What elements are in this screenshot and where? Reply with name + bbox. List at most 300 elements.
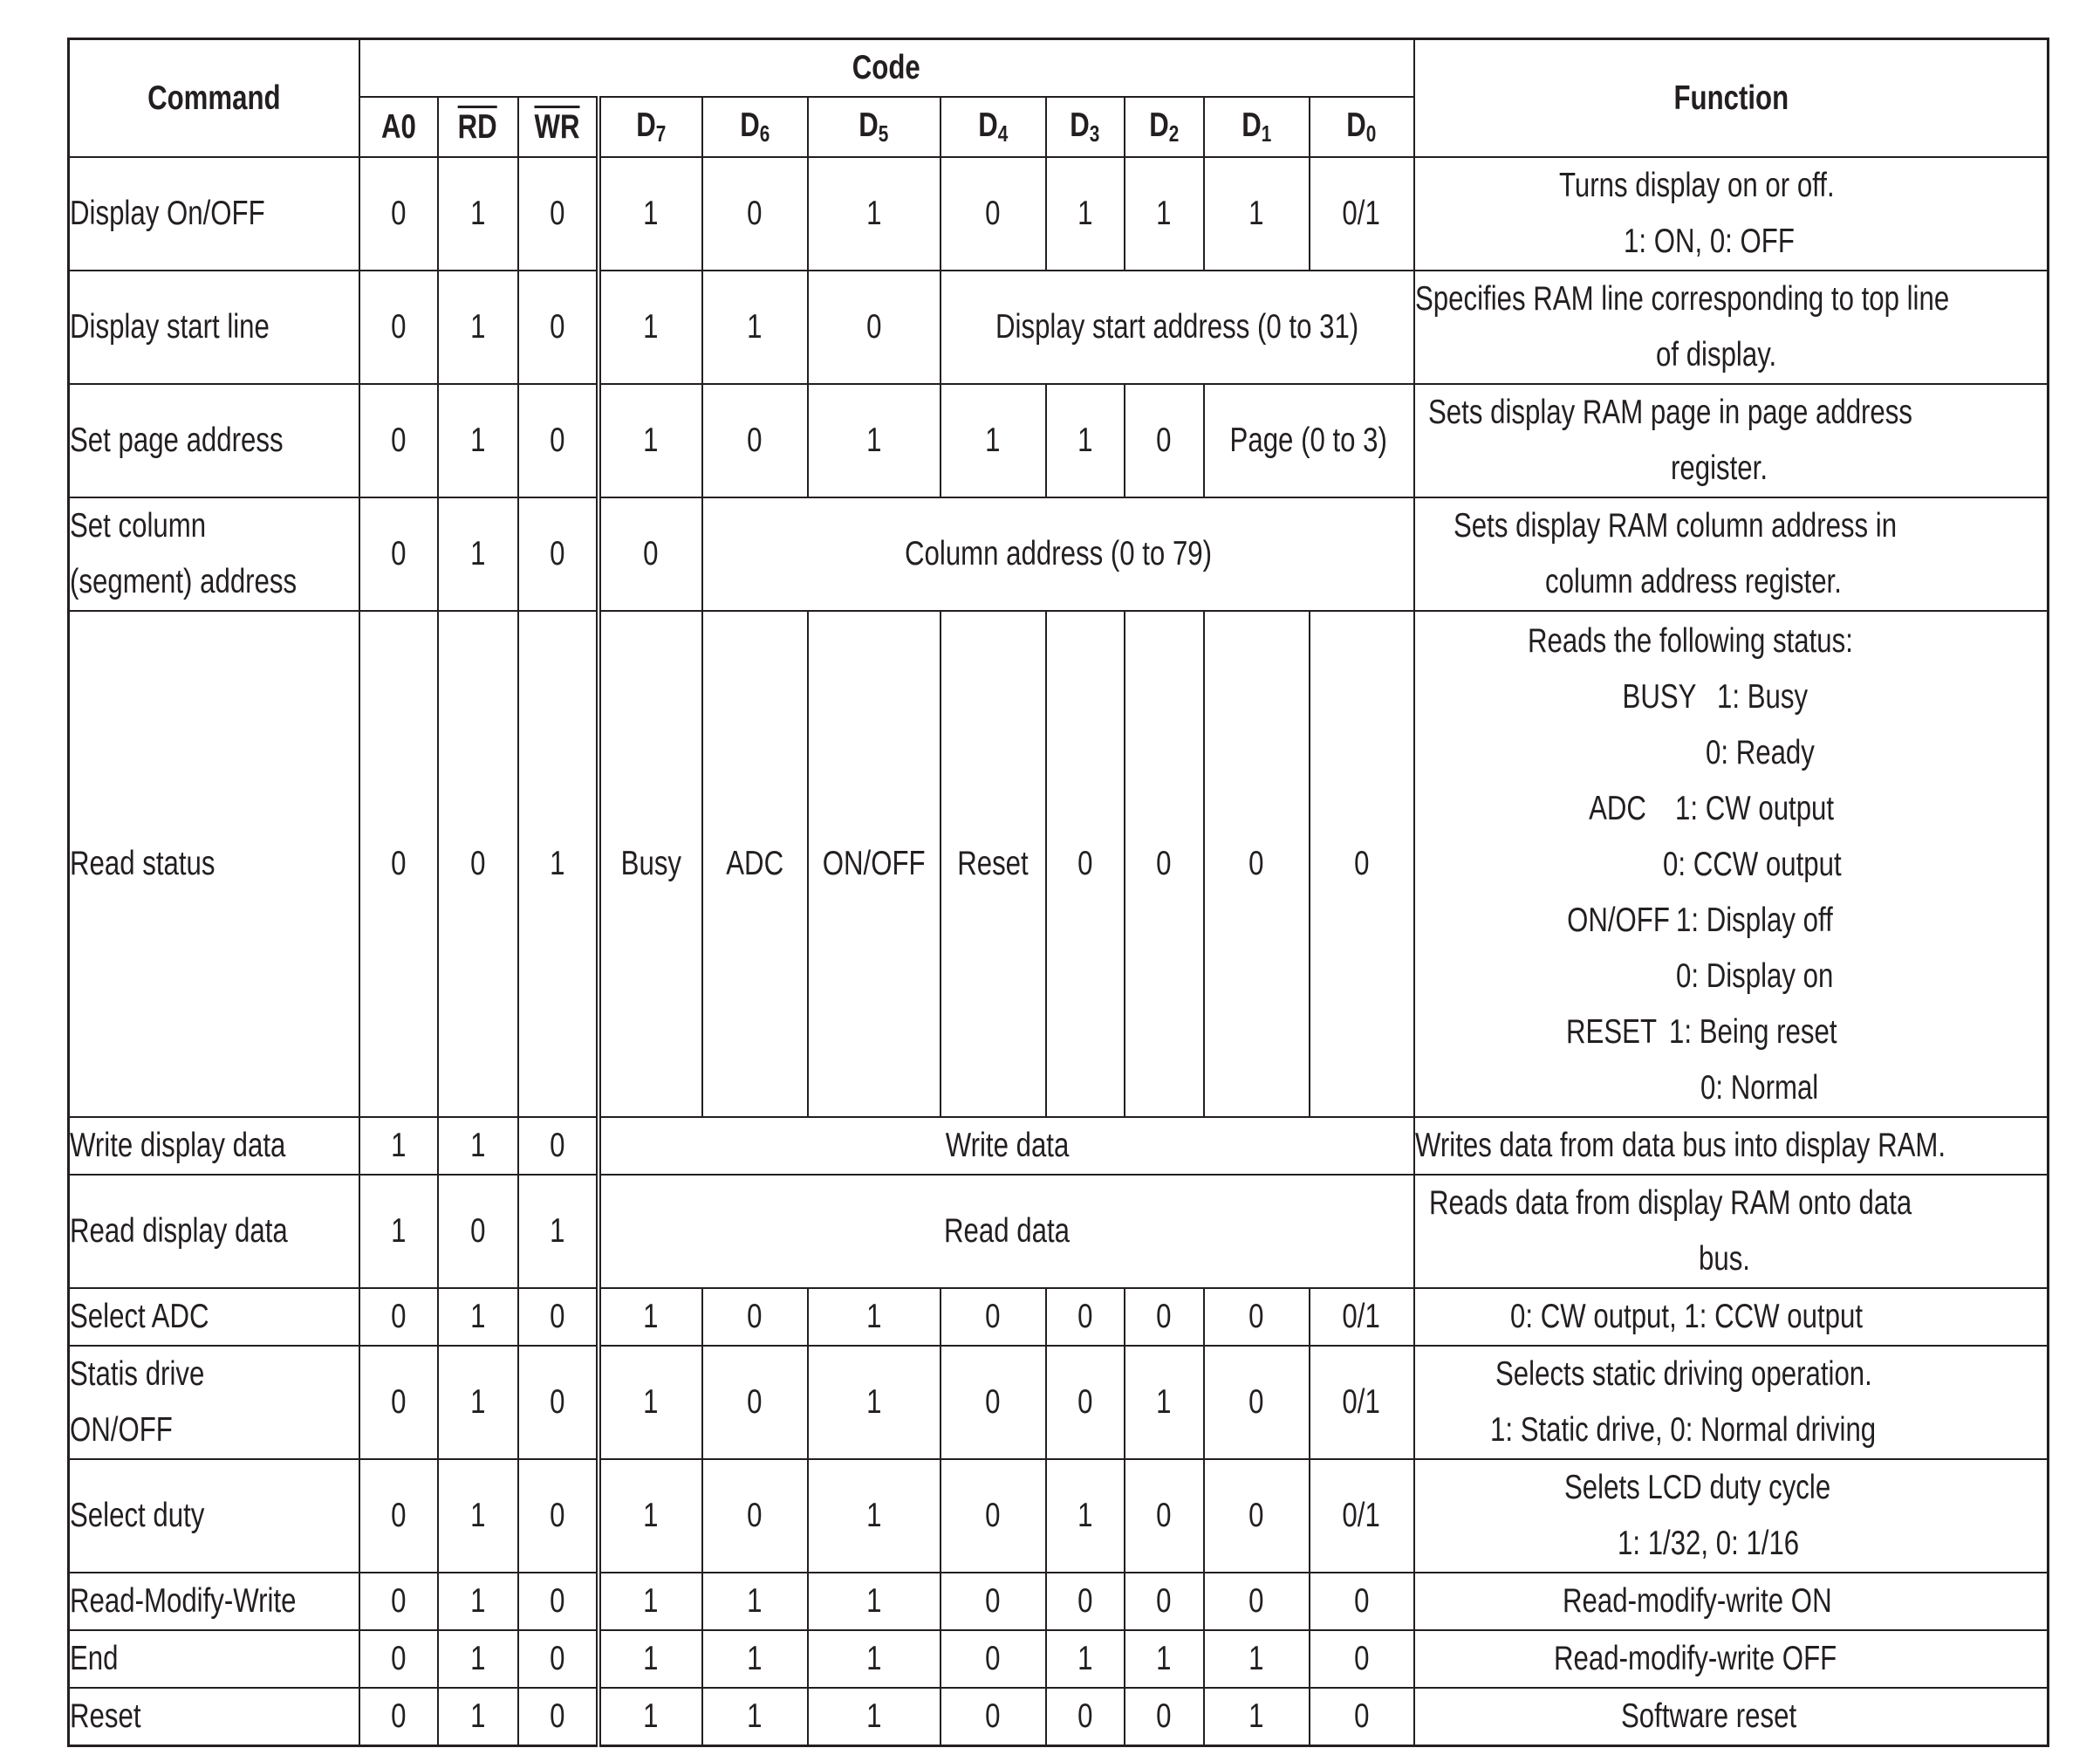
table-row bbox=[69, 1117, 2049, 1175]
header-label-text: D bbox=[635, 106, 656, 144]
bit-cell-d7 bbox=[599, 497, 702, 611]
rd-cell bbox=[438, 157, 518, 271]
rd-cell bbox=[438, 611, 518, 1117]
command-text: Statis drive bbox=[70, 1355, 205, 1393]
command-text: Reset bbox=[70, 1697, 141, 1735]
function-text: 0: CW output, 1: CCW output bbox=[1510, 1298, 1864, 1335]
bit-value: 1 bbox=[643, 1383, 659, 1421]
bit-value: 1 bbox=[865, 1640, 882, 1677]
bit-value: 0 bbox=[1248, 1497, 1264, 1534]
bit-value: 0 bbox=[985, 1640, 1001, 1677]
status-value: 1: Busy bbox=[1717, 678, 1809, 716]
bit-value: Reset bbox=[957, 845, 1029, 882]
bit-value: 0 bbox=[1156, 845, 1172, 882]
bit-value: 1 bbox=[643, 1497, 659, 1534]
status-key: RESET bbox=[1566, 1013, 1658, 1051]
command-line bbox=[70, 836, 359, 892]
bit-value: 0 bbox=[549, 1298, 565, 1335]
function-line bbox=[1415, 1460, 2048, 1516]
header-label bbox=[636, 98, 666, 156]
bit-value: 1 bbox=[1077, 1497, 1093, 1534]
function-text: Reads the following status: bbox=[1527, 622, 1853, 660]
bit-cell-d3 bbox=[1046, 1346, 1125, 1459]
command-line bbox=[70, 1631, 359, 1687]
function-cell bbox=[1414, 497, 2049, 611]
a0-cell bbox=[359, 1459, 438, 1573]
bit-cell-d3 bbox=[1046, 1288, 1125, 1346]
function-text: 1: ON, 0: OFF bbox=[1624, 223, 1796, 260]
wr-cell bbox=[518, 611, 599, 1117]
bit-value: 1 bbox=[985, 422, 1001, 459]
function-line bbox=[1415, 498, 2048, 554]
status-line bbox=[1415, 1004, 2048, 1060]
bit-cell-d5 bbox=[808, 1688, 941, 1746]
bit-cell-d7 bbox=[599, 611, 702, 1117]
function-text: Selets LCD duty cycle bbox=[1564, 1469, 1831, 1506]
table-row bbox=[69, 384, 2049, 497]
header-label bbox=[1149, 98, 1179, 156]
table-row bbox=[69, 1630, 2049, 1688]
bit-cell-d7 bbox=[599, 157, 702, 271]
rd-cell bbox=[438, 1288, 518, 1346]
a0-cell bbox=[359, 157, 438, 271]
command-line bbox=[70, 1402, 359, 1458]
function-cell bbox=[1414, 271, 2049, 384]
header-label-text: A0 bbox=[380, 107, 416, 146]
header-label bbox=[458, 99, 497, 155]
rd-cell bbox=[438, 1175, 518, 1288]
status-entry bbox=[1602, 669, 1808, 725]
bit-cell-d2 bbox=[1125, 1459, 1204, 1573]
bit-value: 1 bbox=[469, 1640, 486, 1677]
header-label bbox=[381, 99, 416, 155]
bit-value: ADC bbox=[726, 845, 783, 882]
header-code: Code bbox=[359, 39, 1414, 98]
rd-cell bbox=[438, 1459, 518, 1573]
header-subscript: 2 bbox=[1168, 120, 1180, 147]
bit-cell-d5 bbox=[808, 271, 941, 384]
bit-cell-d6 bbox=[702, 1288, 808, 1346]
bit-value: 1 bbox=[469, 1697, 486, 1735]
bit-value: 0 bbox=[390, 1697, 407, 1735]
function-text: Reads data from display RAM onto data bbox=[1429, 1184, 1912, 1222]
bit-value: 1 bbox=[747, 1697, 763, 1735]
function-text: Read-modify-write OFF bbox=[1554, 1640, 1837, 1677]
bit-cell-d1 bbox=[1204, 1346, 1310, 1459]
status-value: 0: Display on bbox=[1675, 957, 1834, 995]
bit-value: 0 bbox=[1248, 1298, 1264, 1335]
bit-value: 1 bbox=[469, 422, 486, 459]
header-label-text: $\overline{RD}$ bbox=[457, 107, 498, 146]
bit-value: 1 bbox=[643, 422, 659, 459]
bit-value: 0 bbox=[747, 1298, 763, 1335]
bit-value: 0 bbox=[865, 308, 882, 346]
bit-value: 0 bbox=[1156, 1697, 1172, 1735]
function-text: Read-modify-write ON bbox=[1563, 1582, 1832, 1620]
bit-cell-d7 bbox=[599, 1346, 702, 1459]
status-line bbox=[1415, 669, 2048, 725]
command-table bbox=[67, 38, 2049, 1747]
status-value: 1: Being reset bbox=[1669, 1013, 1837, 1051]
a0-cell bbox=[359, 1346, 438, 1459]
bit-value: 0 bbox=[1077, 1298, 1093, 1335]
bit-cell-d7 bbox=[599, 1459, 702, 1573]
a0-cell bbox=[359, 384, 438, 497]
command-cell bbox=[69, 271, 359, 384]
bit-cell-d7 bbox=[599, 1573, 702, 1630]
bit-cell-d3 bbox=[1046, 1573, 1125, 1630]
bit-cell-d3 bbox=[1046, 157, 1125, 271]
a0-cell bbox=[359, 1630, 438, 1688]
command-line bbox=[70, 554, 359, 610]
bit-value: 0 bbox=[1353, 1640, 1370, 1677]
span-cell bbox=[1204, 384, 1414, 497]
bit-value: 0 bbox=[985, 1383, 1001, 1421]
bit-value: 0 bbox=[985, 1298, 1001, 1335]
bit-value: 1 bbox=[865, 422, 882, 459]
wr-cell bbox=[518, 1346, 599, 1459]
header-d7 bbox=[599, 97, 702, 157]
command-text: End bbox=[70, 1640, 119, 1677]
table-row bbox=[69, 1346, 2049, 1459]
bit-cell-d1 bbox=[1204, 157, 1310, 271]
header-label-text: $\overline{WR}$ bbox=[534, 107, 580, 146]
header-subscript: 3 bbox=[1089, 120, 1100, 147]
function-line bbox=[1415, 271, 2048, 327]
bit-cell-d6 bbox=[702, 1573, 808, 1630]
header-command: Command bbox=[69, 39, 359, 158]
bit-cell-d4 bbox=[941, 1573, 1046, 1630]
bit-cell-d0 bbox=[1310, 1288, 1414, 1346]
command-line bbox=[70, 1347, 359, 1402]
header-d2 bbox=[1125, 97, 1204, 157]
span-text: Display start address (0 to 31) bbox=[995, 308, 1359, 346]
command-line bbox=[70, 1573, 359, 1629]
header-d0 bbox=[1310, 97, 1414, 157]
bit-value: 0 bbox=[549, 1697, 565, 1735]
bit-cell-d5 bbox=[808, 611, 941, 1117]
bit-cell-d6 bbox=[702, 157, 808, 271]
bit-value: 0 bbox=[1077, 845, 1093, 882]
bit-cell-d5 bbox=[808, 1630, 941, 1688]
bit-value: 0 bbox=[549, 1383, 565, 1421]
bit-value: 0 bbox=[747, 422, 763, 459]
header-label-text: D bbox=[1148, 106, 1169, 144]
wr-cell bbox=[518, 497, 599, 611]
bit-cell-d2 bbox=[1125, 1346, 1204, 1459]
header-subscript: 4 bbox=[997, 120, 1009, 147]
status-value: 0: CCW output bbox=[1662, 846, 1842, 883]
bit-value: 1 bbox=[1248, 1697, 1264, 1735]
a0-cell bbox=[359, 1175, 438, 1288]
header-label-text: D bbox=[739, 106, 760, 144]
command-cell bbox=[69, 1175, 359, 1288]
function-text: Selects static driving operation. bbox=[1495, 1355, 1872, 1393]
header-label-text: D bbox=[1241, 106, 1262, 144]
bit-value: 1 bbox=[643, 308, 659, 346]
bit-value: 1 bbox=[549, 845, 565, 882]
bit-value: 0 bbox=[985, 1497, 1001, 1534]
bit-value: 0 bbox=[1248, 845, 1264, 882]
bit-cell-d6 bbox=[702, 1688, 808, 1746]
bit-value: 1 bbox=[747, 1640, 763, 1677]
bit-value: 0 bbox=[390, 1298, 407, 1335]
bit-value: 1 bbox=[469, 1582, 486, 1620]
command-line bbox=[70, 186, 359, 242]
function-line bbox=[1415, 1176, 2048, 1231]
command-line bbox=[70, 1118, 359, 1174]
header-subscript: 5 bbox=[878, 120, 889, 147]
function-text: Turns display on or off. bbox=[1558, 167, 1835, 204]
table-row bbox=[69, 611, 2049, 1117]
bit-cell-d2 bbox=[1125, 1288, 1204, 1346]
status-line bbox=[1415, 1060, 2048, 1116]
bit-cell-d4 bbox=[941, 1459, 1046, 1573]
table-row bbox=[69, 497, 2049, 611]
bit-value: 0 bbox=[549, 535, 565, 572]
header-a0 bbox=[359, 97, 438, 157]
bit-cell-d6 bbox=[702, 1630, 808, 1688]
bit-cell-d0 bbox=[1310, 1459, 1414, 1573]
bit-value: 0 bbox=[1156, 422, 1172, 459]
bit-value: 1 bbox=[1077, 422, 1093, 459]
bit-value: 0/1 bbox=[1342, 1298, 1381, 1335]
status-line bbox=[1415, 893, 2048, 949]
bit-cell-d1 bbox=[1204, 1688, 1310, 1746]
function-text: register. bbox=[1670, 449, 1768, 487]
command-line bbox=[70, 1203, 359, 1259]
bit-value: 0 bbox=[549, 422, 565, 459]
command-cell bbox=[69, 384, 359, 497]
command-cell bbox=[69, 1573, 359, 1630]
bit-cell-d2 bbox=[1125, 384, 1204, 497]
function-text: Sets display RAM column address in bbox=[1454, 507, 1898, 545]
bit-value: 0 bbox=[549, 1640, 565, 1677]
command-cell bbox=[69, 157, 359, 271]
rd-cell bbox=[438, 1630, 518, 1688]
status-value: 0: Ready bbox=[1706, 734, 1816, 771]
table-row bbox=[69, 1288, 2049, 1346]
bit-cell-d5 bbox=[808, 1459, 941, 1573]
command-text: Write display data bbox=[70, 1127, 286, 1164]
command-text: Select duty bbox=[70, 1497, 205, 1534]
bit-cell-d0 bbox=[1310, 1573, 1414, 1630]
bit-cell-d6 bbox=[702, 384, 808, 497]
bit-value: 1 bbox=[643, 195, 659, 232]
command-text: Read display data bbox=[70, 1212, 288, 1250]
bit-value: 0 bbox=[1156, 1497, 1172, 1534]
command-cell bbox=[69, 1288, 359, 1346]
bit-value: 1 bbox=[1156, 1640, 1172, 1677]
header-label bbox=[740, 98, 770, 156]
header-label-text: D bbox=[1070, 106, 1090, 144]
status-entry bbox=[1560, 781, 1834, 837]
bit-cell-d5 bbox=[808, 1346, 941, 1459]
rd-cell bbox=[438, 1346, 518, 1459]
status-key: ADC bbox=[1588, 790, 1646, 827]
function-cell bbox=[1414, 611, 2049, 1117]
rd-cell bbox=[438, 1688, 518, 1746]
function-text: Software reset bbox=[1621, 1697, 1797, 1735]
function-line bbox=[1415, 385, 2048, 441]
status-key: BUSY bbox=[1622, 678, 1697, 716]
status-line bbox=[1415, 781, 2048, 837]
bit-cell-d1 bbox=[1204, 1459, 1310, 1573]
bit-value: 0 bbox=[1248, 1582, 1264, 1620]
command-text: Read status bbox=[70, 845, 215, 882]
bit-value: 0 bbox=[1156, 1298, 1172, 1335]
bit-cell-d4 bbox=[941, 611, 1046, 1117]
span-cell bbox=[599, 1175, 1414, 1288]
function-text: Writes data from data bus into display RAM. bbox=[1414, 1127, 1946, 1164]
status-entry bbox=[1554, 1004, 1837, 1060]
bit-cell-d3 bbox=[1046, 1688, 1125, 1746]
a0-cell bbox=[359, 1117, 438, 1175]
header-subscript: 7 bbox=[655, 120, 667, 147]
function-line bbox=[1415, 1689, 2048, 1745]
table-row bbox=[69, 1175, 2049, 1288]
bit-value: 0/1 bbox=[1342, 195, 1381, 232]
bit-cell-d0 bbox=[1310, 1688, 1414, 1746]
bit-cell-d7 bbox=[599, 271, 702, 384]
bit-value: 1 bbox=[1156, 195, 1172, 232]
bit-value: 1 bbox=[1156, 1383, 1172, 1421]
bit-value: 0 bbox=[1156, 1582, 1172, 1620]
function-line bbox=[1415, 158, 2048, 214]
bit-cell-d1 bbox=[1204, 1630, 1310, 1688]
bit-value: 0 bbox=[985, 1697, 1001, 1735]
command-cell bbox=[69, 611, 359, 1117]
bit-value: 0 bbox=[390, 1383, 407, 1421]
function-line bbox=[1415, 441, 2048, 497]
span-cell bbox=[941, 271, 1414, 384]
bit-value: 0 bbox=[1077, 1697, 1093, 1735]
bit-cell-d0 bbox=[1310, 1346, 1414, 1459]
function-line bbox=[1415, 1231, 2048, 1287]
a0-cell bbox=[359, 1688, 438, 1746]
bit-value: 0 bbox=[390, 535, 407, 572]
bit-cell-d1 bbox=[1204, 611, 1310, 1117]
bit-value: 1 bbox=[469, 1298, 486, 1335]
header-label-text: D bbox=[977, 106, 998, 144]
header-d6 bbox=[702, 97, 808, 157]
header-label bbox=[1347, 98, 1377, 156]
bit-cell-d6 bbox=[702, 1346, 808, 1459]
header-label bbox=[1242, 98, 1271, 156]
function-line bbox=[1415, 1347, 2048, 1402]
bit-value: 1 bbox=[469, 195, 486, 232]
bit-value: 0 bbox=[1077, 1582, 1093, 1620]
function-text: column address register. bbox=[1545, 563, 1843, 600]
bit-value: 0 bbox=[747, 1497, 763, 1534]
bit-value: 1 bbox=[1077, 195, 1093, 232]
bit-value: 1 bbox=[390, 1127, 407, 1164]
header-d4 bbox=[941, 97, 1046, 157]
bit-value: 0 bbox=[390, 845, 407, 882]
bit-value: 0 bbox=[390, 1640, 407, 1677]
bit-value: 0 bbox=[469, 845, 486, 882]
status-value: 1: CW output bbox=[1674, 790, 1834, 827]
wr-cell bbox=[518, 1459, 599, 1573]
bit-value: 0 bbox=[1077, 1383, 1093, 1421]
wr-cell bbox=[518, 1573, 599, 1630]
function-cell bbox=[1414, 1175, 2049, 1288]
status-line bbox=[1415, 949, 2048, 1004]
function-line bbox=[1415, 1573, 2048, 1629]
header-label bbox=[858, 98, 888, 156]
bit-value: 1 bbox=[747, 308, 763, 346]
function-cell bbox=[1414, 1117, 2049, 1175]
bit-value: 1 bbox=[469, 1497, 486, 1534]
bit-value: 0 bbox=[985, 1582, 1001, 1620]
bit-cell-d4 bbox=[941, 1688, 1046, 1746]
bit-cell-d2 bbox=[1125, 157, 1204, 271]
bit-cell-d6 bbox=[702, 271, 808, 384]
command-text: ON/OFF bbox=[70, 1411, 173, 1449]
rd-cell bbox=[438, 384, 518, 497]
bit-cell-d0 bbox=[1310, 157, 1414, 271]
function-cell bbox=[1414, 1630, 2049, 1688]
bit-cell-d4 bbox=[941, 384, 1046, 497]
command-text: Set column bbox=[70, 507, 207, 545]
bit-value: 0 bbox=[469, 1212, 486, 1250]
bit-cell-d3 bbox=[1046, 384, 1125, 497]
status-entry bbox=[1585, 1060, 1818, 1116]
status-entry bbox=[1561, 893, 1833, 949]
function-text: 1: 1/32, 0: 1/16 bbox=[1617, 1525, 1799, 1562]
command-text: (segment) address bbox=[70, 563, 298, 600]
bit-value: 0 bbox=[1353, 1582, 1370, 1620]
status-line bbox=[1415, 837, 2048, 893]
span-text: Write data bbox=[945, 1127, 1069, 1164]
bit-cell-d7 bbox=[599, 1630, 702, 1688]
a0-cell bbox=[359, 1288, 438, 1346]
rd-cell bbox=[438, 271, 518, 384]
command-line bbox=[70, 1689, 359, 1745]
bit-value: 0 bbox=[390, 1497, 407, 1534]
function-text: Sets display RAM page in page address bbox=[1428, 394, 1913, 431]
bit-value: 1 bbox=[1248, 195, 1264, 232]
bit-cell-d2 bbox=[1125, 1630, 1204, 1688]
function-cell bbox=[1414, 1688, 2049, 1746]
bit-value: 0 bbox=[549, 308, 565, 346]
command-cell bbox=[69, 1688, 359, 1746]
header-subscript: 1 bbox=[1261, 120, 1272, 147]
bit-value: 0 bbox=[747, 195, 763, 232]
bit-cell-d6 bbox=[702, 1459, 808, 1573]
function-line bbox=[1415, 1402, 2048, 1458]
header-label bbox=[1070, 98, 1099, 156]
bit-value: 1 bbox=[1077, 1640, 1093, 1677]
span-text: Column address (0 to 79) bbox=[904, 535, 1212, 572]
bit-value: 1 bbox=[865, 1697, 882, 1735]
bit-value: 0 bbox=[985, 195, 1001, 232]
bit-value: 0 bbox=[549, 195, 565, 232]
bit-cell-d4 bbox=[941, 1288, 1046, 1346]
header-d5 bbox=[808, 97, 941, 157]
bit-value: 1 bbox=[865, 1497, 882, 1534]
bit-value: 1 bbox=[643, 1697, 659, 1735]
bit-value: 1 bbox=[469, 1383, 486, 1421]
bit-cell-d7 bbox=[599, 1688, 702, 1746]
span-cell bbox=[599, 1117, 1414, 1175]
bit-cell-d2 bbox=[1125, 1573, 1204, 1630]
function-text: Specifies RAM line corresponding to top line bbox=[1414, 280, 1949, 318]
bit-value: 1 bbox=[390, 1212, 407, 1250]
table-row bbox=[69, 157, 2049, 271]
bit-cell-d7 bbox=[599, 384, 702, 497]
command-text: Display start line bbox=[70, 308, 270, 346]
